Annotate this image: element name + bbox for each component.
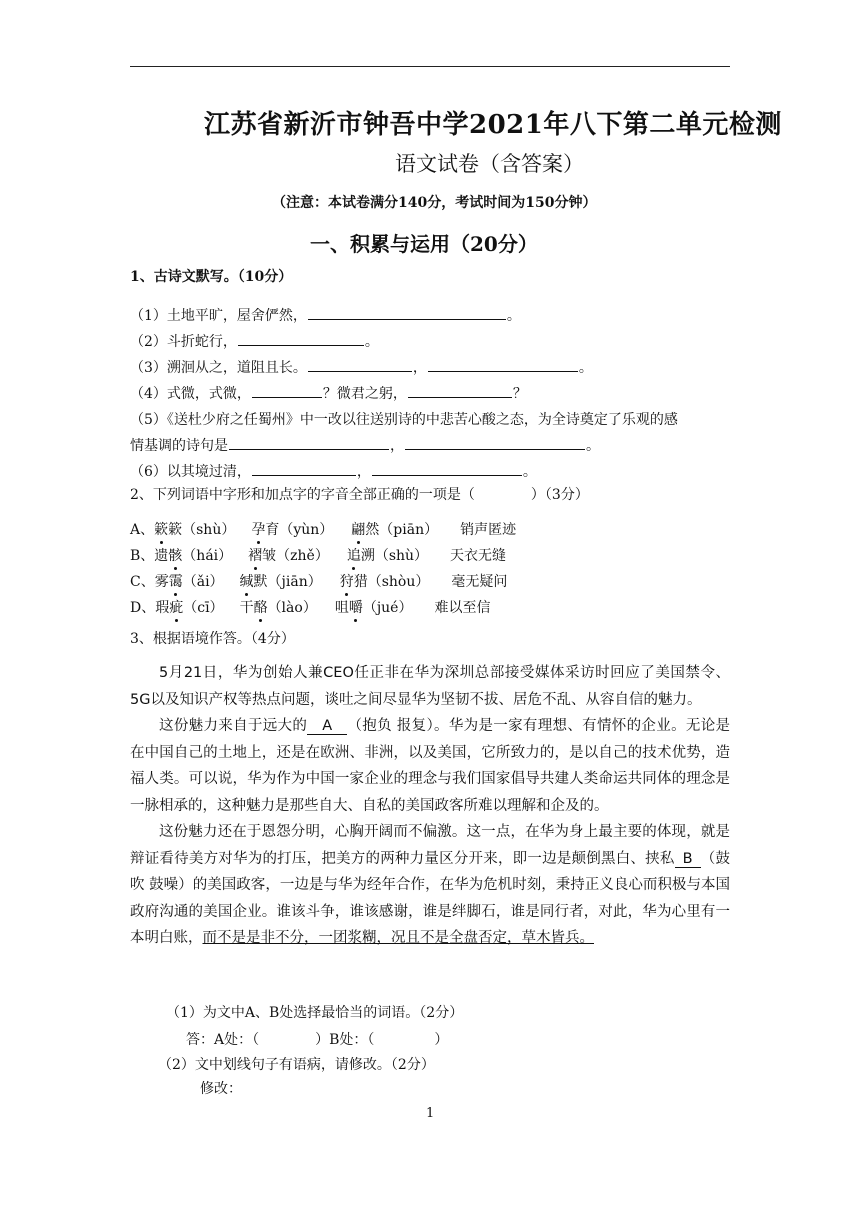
answer-a-label: 答：A处：（ (186, 1032, 260, 1048)
para-text: （抱负 报复）。华为是一家有理想、有情怀的企业。无论是在中国自己的土地上，还是在欧洲、非洲，以及美国，它所致力的，是以自己的技术优势，造福人类。可以说，华为作为中国一家企业的理念与我们国家倡导共建人类命运共同体的理念是一脉相承的，这种魅力是那些自大、自私的美国政客所难以理解和企及的。 (130, 718, 731, 814)
q3-label: 3、根据语境作答。（4分） (130, 631, 295, 647)
opt-text: 干 (239, 600, 254, 616)
dotted-char: 褶 (248, 545, 262, 565)
q3-sub-2: （2）文中划线句子有语病，请修改。（2分） (158, 1057, 435, 1073)
punct: 。 (364, 334, 379, 350)
punct: 。 (522, 464, 537, 480)
q1-item-2 (130, 331, 379, 351)
opt-text: （hái） (182, 548, 233, 564)
q1-item-4-text: （4）式微，式微， (130, 386, 251, 402)
opt-text: 猎（shòu） (353, 574, 430, 590)
exam-subtitle: 语文试卷（含答案） (395, 152, 584, 176)
opt-text: 咀 (334, 600, 349, 616)
opt-text: （lào） (267, 600, 317, 616)
q1-item-1-text: （1）土地平旷，屋舍俨然， (130, 308, 307, 324)
answer-blank (238, 331, 364, 346)
para-text: 这份魅力还在于恩怨分明，心胸开阔而不偏激。这一点，在华为身上最主要的体现，就是辩证看待美方对华为的打压，把美方的两种力量区分开来，即一边是颠倒黑白、挟私 (130, 824, 730, 867)
answer-blank (252, 461, 356, 476)
q1-item-2-text: （2）斗折蛇行， (130, 334, 237, 350)
blank-a: A (307, 718, 347, 735)
q3-sub-1: （1）为文中A、B处选择最恰当的词语。（2分） (166, 1005, 464, 1021)
dotted-char: 狩 (340, 571, 354, 591)
answer-blank (408, 383, 512, 398)
dotted-char: 孕 (251, 519, 265, 539)
punct: 。 (586, 438, 600, 454)
answer-blank (372, 461, 522, 476)
dotted-char: 追 (347, 545, 361, 565)
punct: ？ (512, 386, 527, 402)
q1-item-6 (130, 461, 537, 481)
opt-text: 难以至信 (434, 600, 491, 616)
q3-para-2 (130, 713, 730, 819)
q3-para-3 (130, 819, 730, 952)
blank-b: B (675, 851, 701, 868)
q1-label: 1、古诗文默写。（10分） (130, 269, 293, 285)
exam-title: 江苏省新沂市钟吾中学2021年八下第二单元检测 (204, 110, 782, 140)
punct: ， (356, 464, 371, 480)
opt-text: 默（jiān） (253, 574, 322, 590)
answer-blank (428, 357, 578, 372)
opt-text: 销声匿迹 (460, 522, 517, 538)
q2-option-c (130, 571, 507, 591)
dotted-char: 翩 (351, 519, 365, 539)
q2-option-b (130, 545, 506, 565)
q2-label-end: ）（3分） (530, 487, 589, 503)
q3-answer-line (186, 1029, 448, 1049)
dotted-char: 酪 (254, 597, 268, 617)
underlined-sentence: 而不是是非不分，一团浆糊，况且不是全盘否定，草木皆兵。 (202, 930, 594, 946)
opt-prefix: C、雾 (130, 574, 169, 590)
q3-para-1: 5月21日，华为创始人兼CEO任正非在华为深圳总部接受媒体采访时回应了美国禁令、5G以及知识产权等热点问题，谈吐之间尽显华为坚韧不拔、居危不乱、从容自信的魅力。 (130, 665, 730, 708)
q1-item-5: （5）《送杜少府之任蜀州》中一改以往送别诗的中悲苦心酸之态，为全诗奠定了乐观的感 (130, 412, 678, 428)
dotted-char: 骸 (168, 545, 182, 565)
q1-item-3 (130, 357, 593, 377)
opt-text: 天衣无缝 (450, 548, 507, 564)
answer-blank (308, 357, 412, 372)
opt-text: 簌（shù） (168, 522, 236, 538)
para-text: 这份魅力来自于远大的 (159, 718, 308, 734)
punct: ， (390, 438, 404, 454)
q2-label (130, 484, 589, 504)
dotted-char: 嚼 (349, 597, 363, 617)
q3-passage (130, 660, 730, 952)
dotted-char: 簌 (154, 519, 168, 539)
opt-text: 毫无疑问 (451, 574, 508, 590)
answer-blank (308, 305, 506, 320)
opt-text: 然（piān） (365, 522, 439, 538)
exam-notice: （注意：本试卷满分140分，考试时间为150分钟） (272, 195, 597, 211)
q2-option-d (130, 597, 490, 617)
q3-fix-label: 修改： (200, 1081, 242, 1097)
q1-item-5-cont (130, 435, 600, 455)
answer-end: ） (434, 1032, 449, 1048)
para-text: （鼓吹 鼓噪）的美国政客，一边是与华为经年合作，在华为危机时刻，秉持正义良心而积极与本国政府沟通的美国企业。谁该斗争，谁该感谢，谁是绊脚石，谁是同行者，对此，华为心里有一本明白账， (130, 850, 730, 946)
opt-prefix: A、 (130, 522, 155, 538)
dotted-char: 缄 (240, 571, 254, 591)
answer-blank (229, 435, 389, 450)
punct: 。 (578, 360, 593, 376)
dotted-char: 霭 (169, 571, 183, 591)
answer-blank (252, 383, 322, 398)
q1-item-6-text: （6）以其境过清， (130, 464, 251, 480)
opt-text: 皱（zhě） (262, 548, 329, 564)
q1-item-3-text: （3）溯洄从之，道阻且长。 (130, 360, 307, 376)
opt-text: （cī） (183, 600, 224, 616)
q1-item-5-cont-text: 情基调的诗句是 (130, 438, 228, 454)
answer-blank (405, 435, 585, 450)
answer-b-label: ）B处：（ (315, 1032, 375, 1048)
q2-label-text: 2、下列词语中字形和加点字的字音全部正确的一项是（ (130, 487, 475, 503)
opt-text: （ǎi） (182, 574, 224, 590)
opt-text: 育（yùn） (265, 522, 334, 538)
q2-option-a (130, 519, 516, 539)
q1-item-4 (130, 383, 527, 403)
opt-prefix: B、遗 (130, 548, 169, 564)
header-rule (130, 66, 730, 67)
opt-prefix: D、瑕 (130, 600, 170, 616)
punct: 。 (506, 308, 521, 324)
q1-item-1 (130, 305, 521, 325)
dotted-char: 疵 (169, 597, 183, 617)
opt-text: （jué） (362, 600, 413, 616)
punct: ， (412, 360, 427, 376)
section-heading: 一、积累与运用（20分） (310, 232, 538, 256)
page-number: 1 (426, 1106, 435, 1121)
q1-item-4-mid: ？微君之躬， (322, 386, 407, 402)
opt-text: 溯（shù） (360, 548, 429, 564)
